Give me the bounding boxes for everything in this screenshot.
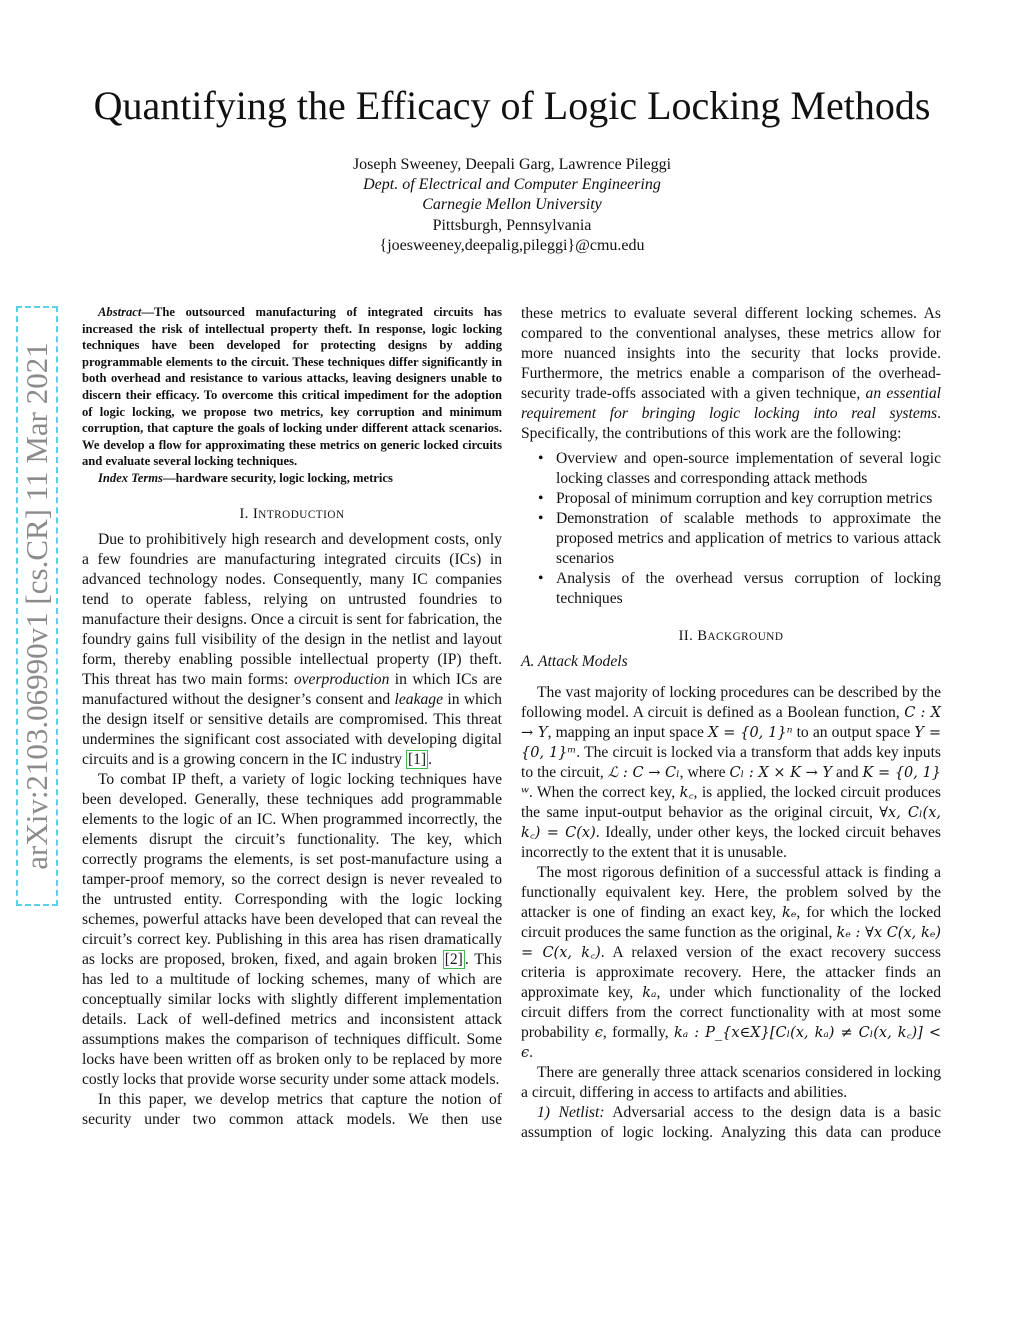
abstract-label: Abstract bbox=[98, 305, 142, 319]
index-terms-label: Index Terms bbox=[98, 470, 163, 485]
background-paragraph-3: There are generally three attack scenarios considered in locking a circuit, differing in access to artifacts and abilities. bbox=[521, 1064, 941, 1101]
arxiv-stamp[interactable]: arXiv:2103.06990v1 [cs.CR] 11 Mar 2021 bbox=[19, 342, 54, 870]
list-item: • Demonstration of scalable methods to approximate the proposed metrics and application of metrics to various attack scenarios bbox=[556, 509, 941, 569]
index-terms bbox=[82, 470, 502, 487]
index-terms-text: —hardware security, logic locking, metrics bbox=[162, 470, 393, 485]
paper-title: Quantifying the Efficacy of Logic Locking Methods bbox=[93, 83, 931, 128]
contributions-list bbox=[521, 449, 941, 609]
author-emails: {joesweeney,deepalig,pileggi}@cmu.edu bbox=[379, 236, 645, 254]
intro-paragraph-2: To combat IP theft, a variety of logic locking techniques have been developed. Generally, these techniques add programmable elements to the logic of an IC. When programmed incorrectly, the elements disrupt the circuit’s functionality. The key, which correctly programs the elements, is set post-manufacture using a tamper-proof memory, so the correct design is never revealed to the untrusted entity. Corresponding with the logic locking schemes, powerful attacks have been developed that can reveal the circuit’s correct key. Publishing in this area has risen dramatically as locks are proposed, broken, fixed, and again broken [2] . This has led to a multitude of locking schemes, many of which are conceptually similar locks with slightly different implementation details. Lack of well-defined metrics and inconsistent attack assumptions makes the comparison of techniques difficult. Some locks have been written off as broken only to be replaced by more costly locks that provide worse security under some attack models. bbox=[82, 770, 502, 1088]
netlist-label: 1) Netlist: bbox=[537, 1104, 605, 1121]
citation-link-2[interactable]: [2] bbox=[444, 950, 463, 968]
background-paragraph-2: The most rigorous definition of a successful attack is finding a functionally equivalent key. Here, the problem solved by the attacker is one of finding an exact key, kₑ, for which the locked circuit produces the same function as the original, kₑ : ∀x C(x, kₑ) = C(x, k꜀). A relaxed version of the exact recovery success criteria is approximate recovery. Here, the attacker finds an approximate key, kₐ, under which functionality of the locked circuit differs from the correct functionality with at most some probability ϵ, formally, kₐ : P_{x∈X}[Cₗ(x, kₐ) ≠ Cₗ(x, k꜀)] < ϵ. bbox=[521, 864, 942, 1061]
left-column bbox=[82, 304, 502, 1130]
author-location: Pittsburgh, Pennsylvania bbox=[432, 216, 592, 234]
abstract-text: —The outsourced manufacturing of integrated circuits has increased the risk of intellectual property theft. In response, logic locking techniques have been developed for protecting designs by adding programmable elements to the circuit. These techniques differ significantly in both overhead and resistance to various attacks, leaving designers unable to discern their efficacy. To overcome this critical impediment for the adoption of logic locking, we propose two metrics, key corruption and minimum corruption, that capture the goals of locking under different attack scenarios. We develop a flow for approximating these metrics on generic locked circuits and evaluate several locking techniques. bbox=[82, 305, 502, 469]
author-block bbox=[0, 155, 1024, 256]
author-department: Dept. of Electrical and Computer Engineering bbox=[363, 176, 661, 194]
list-item: • Analysis of the overhead versus corruption of locking techniques bbox=[556, 569, 941, 609]
netlist-paragraph: 1) Netlist: Adversarial access to the design data is a basic assumption of logic locking. Analyzing this data can produce bbox=[521, 1104, 941, 1141]
intro-paragraph-3: In this paper, we develop metrics that capture the notion of security under two common attack models. We then use bbox=[82, 1090, 502, 1128]
intro-paragraph-1: Due to prohibitively high research and development costs, only a few foundries are manufacturing integrated circuits (ICs) in advanced technology nodes. Consequently, many IC companies tend to operate fabless, relying on untrusted foundries to manufacture their designs. Once a circuit is sent for fabrication, the foundry gains full visibility of the design in the netlist and layout form, thereby enabling possible intellectual property (IP) theft. This threat has two main forms: overproduction in which ICs are manufactured without the designer’s consent and leakage in which the design itself or sensitive details are compromised. This threat undermines the significant cost associated with developing digital circuits and is a growing concern in the IC industry [1] . bbox=[82, 530, 503, 768]
section-heading-background: II. BACKGROUND bbox=[678, 628, 784, 644]
contributions-paragraph: these metrics to evaluate several different locking schemes. As compared to the conventional analyses, these metrics allow for more nuanced insights into the security that locks provide. Furthermore, the metrics enable a comparison of the overhead-security trade-offs associated with a given technique, an essential requirement for bringing logic locking into real systems. Specifically, the contributions of this work are the following: bbox=[521, 305, 941, 442]
subsection-heading-attack-models: A. Attack Models bbox=[521, 653, 628, 670]
right-column bbox=[521, 304, 941, 1143]
author-names: Joseph Sweeney, Deepali Garg, Lawrence Pileggi bbox=[352, 156, 672, 173]
section-heading-introduction: I. INTRODUCTION bbox=[239, 505, 345, 522]
author-university: Carnegie Mellon University bbox=[422, 196, 602, 214]
abstract bbox=[82, 304, 502, 470]
background-paragraph-1: The vast majority of locking procedures can be described by the following model. A circuit is defined as a Boolean function, C : X → Y, mapping an input space X = {0, 1}ⁿ to an output space Y = {0, 1}ᵐ. The circuit is locked via a transform that adds key inputs to the circuit, ℒ : C → Cₗ, where Cₗ : X × K → Y and K = {0, 1}ʷ. When the correct key, k꜀, is applied, the locked circuit produces the same input-output behavior as the original circuit, ∀x, Cₗ(x, k꜀) = C(x). Ideally, under other keys, the locked circuit behaves incorrectly to the extent that it is unusable. bbox=[521, 684, 942, 861]
citation-link-1[interactable]: [1] bbox=[407, 750, 427, 768]
list-item: • Overview and open-source implementation of several logic locking classes and corresponding attack methods bbox=[556, 449, 941, 489]
list-item: • Proposal of minimum corruption and key corruption metrics bbox=[556, 489, 941, 509]
